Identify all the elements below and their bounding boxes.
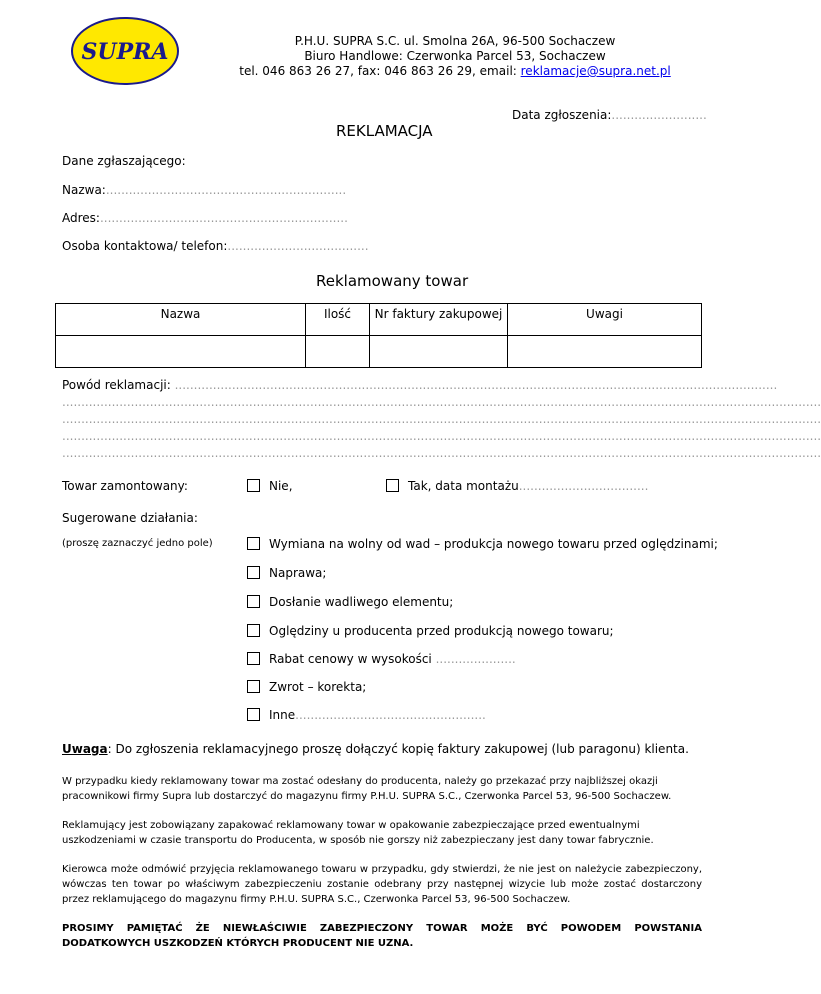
column-header-quantity: Ilość [306, 304, 370, 336]
cell-notes[interactable] [508, 336, 702, 368]
cell-name[interactable] [56, 336, 306, 368]
form-title: REKLAMACJA [336, 122, 433, 140]
actions-heading: Sugerowane działania: [62, 511, 198, 525]
paragraph-shipping: W przypadku kiedy reklamowany towar ma zostać odesłany do producenta, należy go przekazać przy najbliższej okazji pracownikowi firmy Supra lub dostarczyć do magazynu firmy P.H.U. SUPRA S.C., Czerwonka Parcel 53, 96-500 Sochaczew. [62, 776, 672, 802]
contact-person-field[interactable]: Osoba kontaktowa/ telefon:..................................... [62, 239, 369, 253]
reason-line[interactable]: ....................................................................................................................................................................................................... [62, 446, 821, 460]
action-checkbox-discount[interactable] [247, 652, 260, 665]
goods-table [55, 303, 702, 368]
action-label-repair: Naprawa; [269, 566, 327, 580]
cell-quantity[interactable] [306, 336, 370, 368]
action-checkbox-replacement[interactable] [247, 537, 260, 550]
company-address-line: P.H.U. SUPRA S.C. ul. Smolna 26A, 96-500 Sochaczew [294, 34, 616, 48]
mounted-yes-checkbox[interactable] [386, 479, 399, 492]
cell-invoice[interactable] [370, 336, 508, 368]
warning-text: PROSIMY PAMIĘTAĆ ŻE NIEWŁAŚCIWIE ZABEZPIECZONY TOWAR MOŻE BYĆ POWODEM POWSTANIA DODATKOWYCH USZKODZEŃ KTÓRYCH PRODUCENT NIE UZNA. [62, 923, 702, 949]
action-checkbox-repair[interactable] [247, 566, 260, 579]
mounted-label: Towar zamontowany: [62, 479, 188, 493]
action-label-replacement: Wymiana na wolny od wad – produkcja nowego towaru przed oględzinami; [269, 537, 718, 551]
action-checkbox-send-part[interactable] [247, 595, 260, 608]
action-checkbox-inspection[interactable] [247, 624, 260, 637]
action-label-return: Zwrot – korekta; [269, 680, 367, 694]
reason-line[interactable]: ....................................................................................................................................................................................................... [62, 412, 821, 426]
notice: Uwaga: Do zgłoszenia reklamacyjnego proszę dołączyć kopię faktury zakupowej (lub paragonu) klienta. [62, 742, 689, 756]
action-checkbox-other[interactable] [247, 708, 260, 721]
reason-line[interactable]: ....................................................................................................................................................................................................... [62, 429, 821, 443]
action-label-inspection: Oględziny u producenta przed produkcją nowego towaru; [269, 624, 614, 638]
column-header-notes: Uwagi [508, 304, 702, 336]
name-field[interactable]: Nazwa:............................................................... [62, 183, 347, 197]
email-link[interactable]: reklamacje@supra.net.pl [520, 64, 671, 78]
actions-hint: (proszę zaznaczyć jedno pole) [62, 538, 213, 549]
date-field[interactable]: Data zgłoszenia:......................... [512, 108, 707, 122]
column-header-invoice: Nr faktury zakupowej [370, 304, 508, 336]
reason-line[interactable]: ....................................................................................................................................................................................................... [62, 395, 821, 409]
mounted-no-label: Nie, [269, 479, 293, 493]
column-header-name: Nazwa [56, 304, 306, 336]
paragraph-packaging: Reklamujący jest zobowiązany zapakować reklamowany towar w opakowanie zabezpieczające przed ewentualnymi uszkodzeniami w czasie transportu do Producenta, w sposób nie gorszy niż zabezpieczany jest dany towar fabrycznie. [62, 820, 654, 846]
svg-text:SUPRA: SUPRA [81, 39, 169, 65]
action-field-discount[interactable]: Rabat cenowy w wysokości ..................... [269, 652, 516, 666]
mounted-no-checkbox[interactable] [247, 479, 260, 492]
mounted-yes-field[interactable]: Tak, data montażu.................................. [408, 479, 649, 493]
action-field-other[interactable]: Inne.................................................. [269, 708, 486, 722]
reason-field[interactable]: Powód reklamacji: .............................................................................................................................................................. [62, 378, 778, 392]
notice-bold: Uwaga [62, 742, 108, 756]
action-label-send-part: Dosłanie wadliwego elementu; [269, 595, 454, 609]
paragraph-driver: Kierowca może odmówić przyjęcia reklamowanego towaru w przypadku, gdy stwierdzi, że nie jest on należycie zabezpieczony, wówczas ten towar po właściwym zabezpieczeniu zostanie odebrany przy następnej wizycie lub może zostać dostarczony przez reklamującego do magazynu firmy P.H.U. SUPRA S.C., Czerwonka Parcel 53, 96-500 Sochaczew. [62, 864, 702, 905]
office-address-line: Biuro Handlowe: Czerwonka Parcel 53, Sochaczew [304, 49, 606, 63]
goods-heading: Reklamowany towar [316, 272, 469, 290]
applicant-heading: Dane zgłaszającego: [62, 154, 186, 168]
contact-line: tel. 046 863 26 27, fax: 046 863 26 29, email: reklamacje@supra.net.pl [239, 64, 671, 78]
address-field[interactable]: Adres:................................................................. [62, 211, 348, 225]
action-checkbox-return[interactable] [247, 680, 260, 693]
